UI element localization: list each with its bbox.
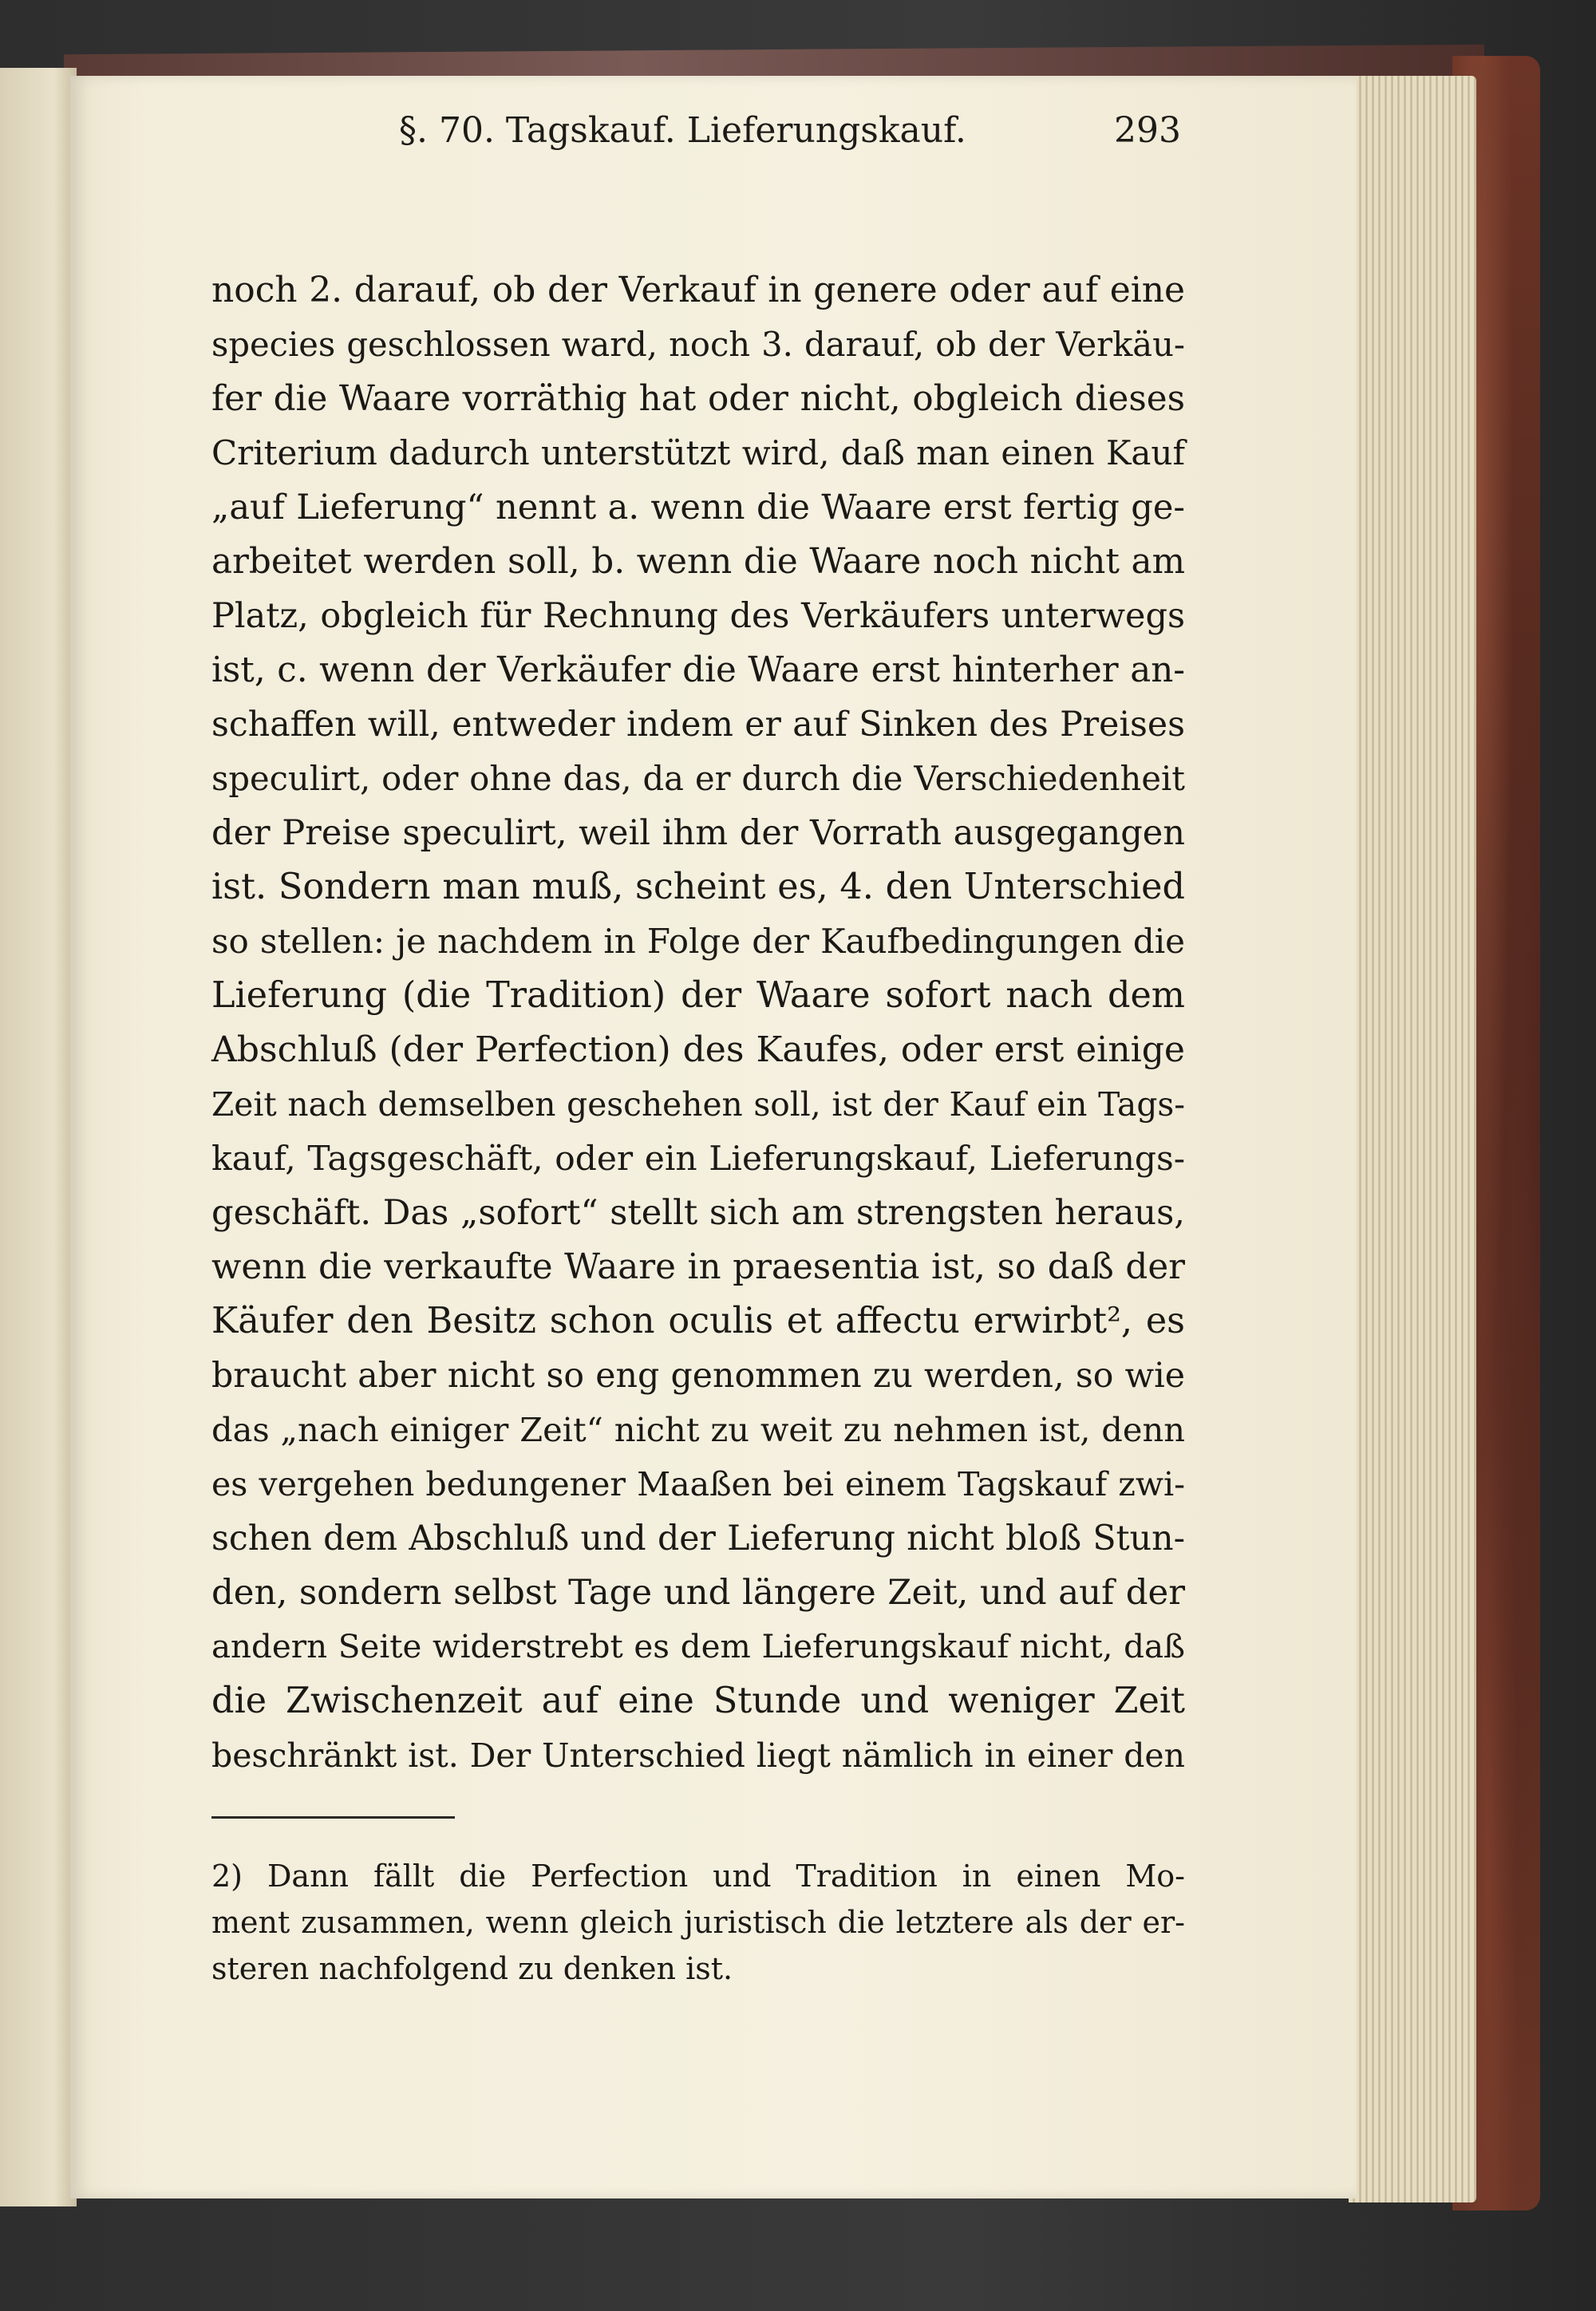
text-line: Platz, obgleich für Rechnung des Verkäufers unterwegs bbox=[211, 596, 1185, 636]
text-line: noch 2. darauf, ob der Verkauf in genere oder auf eine bbox=[211, 270, 1185, 310]
running-header bbox=[399, 110, 1197, 166]
text-line: die Zwischenzeit auf eine Stunde und weniger Zeit bbox=[211, 1681, 1185, 1721]
text-line: beschränkt ist. Der Unterschied liegt nämlich in einer den bbox=[211, 1736, 1185, 1775]
text-line: arbeitet werden soll, b. wenn die Waare noch nicht am bbox=[211, 541, 1185, 582]
text-line: Lieferung (die Tradition) der Waare sofort nach dem bbox=[211, 975, 1185, 1016]
text-line: Zeit nach demselben geschehen soll, ist der Kauf ein Tags- bbox=[211, 1085, 1185, 1124]
footnote-line: ment zusammen, wenn gleich juristisch die letztere als der er- bbox=[211, 1905, 1185, 1940]
text-line: schen dem Abschluß und der Lieferung nicht bloß Stun- bbox=[211, 1519, 1185, 1558]
main-text bbox=[211, 263, 1185, 1783]
text-line: Criterium dadurch unterstützt wird, daß man einen Kauf bbox=[211, 433, 1185, 472]
left-page-edge bbox=[0, 68, 77, 2206]
footnote bbox=[211, 1853, 1185, 1992]
text-line: Käufer den Besitz schon oculis et affectu erwirbt², es bbox=[211, 1301, 1185, 1341]
page-number: 293 bbox=[1114, 110, 1181, 151]
text-line: den, sondern selbst Tage und längere Zeit, und auf der bbox=[211, 1573, 1185, 1613]
footnote-line: steren nachfolgend zu denken ist. bbox=[211, 1951, 733, 1986]
text-line: es vergehen bedungener Maaßen bei einem Tagskauf zwi- bbox=[211, 1465, 1185, 1503]
text-line: wenn die verkaufte Waare in praesentia ist, so daß der bbox=[211, 1247, 1185, 1287]
text-line: so stellen: je nachdem in Folge der Kaufbedingungen die bbox=[211, 922, 1185, 961]
page-edges bbox=[1349, 76, 1476, 2202]
footnote-line: 2) Dann fällt die Perfection und Tradition in einen Mo- bbox=[211, 1859, 1185, 1894]
text-line: der Preise speculirt, weil ihm der Vorrath ausgegangen bbox=[211, 813, 1185, 853]
text-line: andern Seite widerstrebt es dem Lieferungskauf nicht, daß bbox=[211, 1628, 1185, 1665]
text-line: ist. Sondern man muß, scheint es, 4. den Unterschied bbox=[211, 867, 1185, 907]
text-line: species geschlossen ward, noch 3. darauf, ob der Verkäu- bbox=[211, 325, 1185, 364]
text-line: „auf Lieferung“ nennt a. wenn die Waare erst fertig ge- bbox=[211, 488, 1185, 527]
text-line: das „nach einiger Zeit“ nicht zu weit zu nehmen ist, denn bbox=[211, 1410, 1185, 1449]
text-line: schaffen will, entweder indem er auf Sinken des Preises bbox=[211, 705, 1185, 745]
text-line: fer die Waare vorräthig hat oder nicht, obgleich dieses bbox=[211, 378, 1185, 419]
text-line: Abschluß (der Perfection) des Kaufes, oder erst einige bbox=[211, 1029, 1185, 1070]
text-line: speculirt, oder ohne das, da er durch die Verschiedenheit bbox=[211, 759, 1185, 798]
text-line: braucht aber nicht so eng genommen zu werden, so wie bbox=[211, 1356, 1185, 1396]
text-line: geschäft. Das „sofort“ stellt sich am strengsten heraus, bbox=[211, 1193, 1185, 1233]
text-line: ist, c. wenn der Verkäufer die Waare erst hinterher an- bbox=[211, 650, 1185, 690]
footnote-divider bbox=[211, 1816, 455, 1819]
section-title: §. 70. Tagskauf. Lieferungskauf. bbox=[399, 110, 966, 151]
text-line: kauf, Tagsgeschäft, oder ein Lieferungskauf, Lieferungs- bbox=[211, 1139, 1185, 1178]
